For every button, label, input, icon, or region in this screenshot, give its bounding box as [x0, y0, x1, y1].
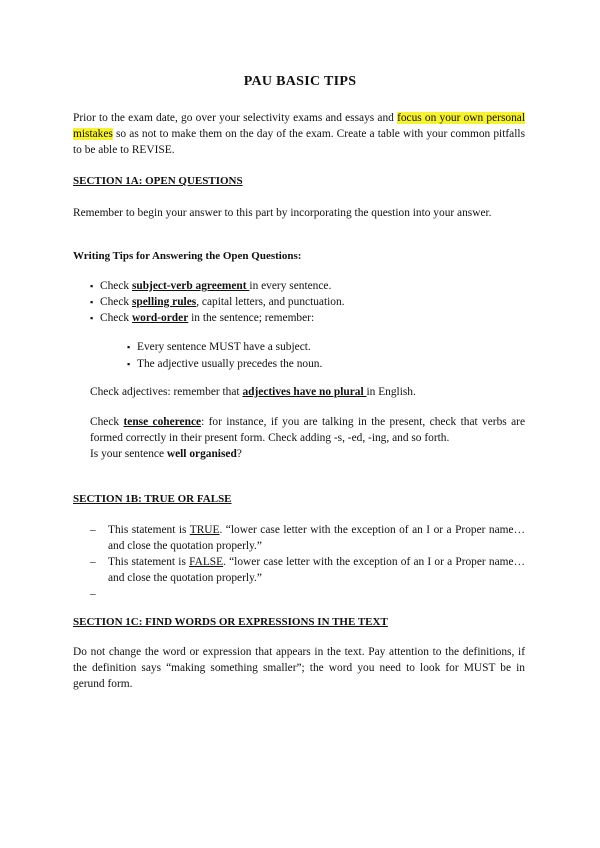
- section-1b-heading: SECTION 1B: TRUE OR FALSE: [73, 493, 232, 505]
- dash-marker: –: [90, 524, 96, 536]
- intro-highlight: focus on your own personal mistakes: [73, 112, 526, 140]
- list-item: ▪ Every sentence MUST have a subject.: [127, 339, 507, 355]
- section-1c-paragraph: Do not change the word or expression that appears in the text. Pay attention to the definitions, if the definition says “making something smaller”; the word you need to look for MUST be in gerund form.: [73, 646, 525, 690]
- list-item: [90, 586, 525, 602]
- list-item: ▪ The adjective usually precedes the noun.: [127, 356, 507, 372]
- tense-coherence-tip: Check tense coherence: for instance, if you are talking in the present, check that verbs are formed correctly in their present form. Check adding -s, -ed, -ing, and so forth.: [90, 416, 526, 444]
- list-item: ▪ Check word-order in the sentence; remember:: [90, 310, 520, 326]
- dash-marker: –: [90, 588, 96, 600]
- dash-marker: –: [90, 556, 96, 568]
- intro-paragraph: [73, 110, 525, 158]
- true-false-list: [90, 522, 525, 602]
- word-order-sublist: [127, 339, 507, 372]
- section-1a-paragraph: Remember to begin your answer to this part by incorporating the question into your answer.: [73, 207, 492, 219]
- section-1a-heading: SECTION 1A: OPEN QUESTIONS: [73, 175, 243, 187]
- intro-text-end: so as not to make them on the day of the exam. Create a table with your common pitfalls to be able to REVISE.: [73, 128, 525, 156]
- list-item: ▪ Check subject-verb agreement in every sentence.: [90, 278, 520, 294]
- page-title: PAU BASIC TIPS: [243, 74, 357, 89]
- list-item: – This statement is FALSE. “lower case letter with the exception of an I or a Proper name… and close the quotation properly.”: [90, 556, 525, 584]
- section-1c-heading: SECTION 1C: FIND WORDS OR EXPRESSIONS IN THE TEXT: [73, 616, 388, 628]
- organisation-tip: Is your sentence well organised?: [90, 448, 242, 460]
- adjectives-tip: Check adjectives: remember that adjectives have no plural in English.: [90, 386, 416, 398]
- list-item: ▪ Check spelling rules, capital letters, and punctuation.: [90, 294, 520, 310]
- list-item: – This statement is TRUE. “lower case letter with the exception of an I or a Proper name… and close the quotation properly.”: [90, 524, 525, 552]
- writing-tips-list: [90, 278, 520, 326]
- intro-text-start: Prior to the exam date, go over your selectivity exams and essays and: [73, 112, 398, 124]
- writing-tips-subheading: Writing Tips for Answering the Open Questions:: [73, 250, 302, 262]
